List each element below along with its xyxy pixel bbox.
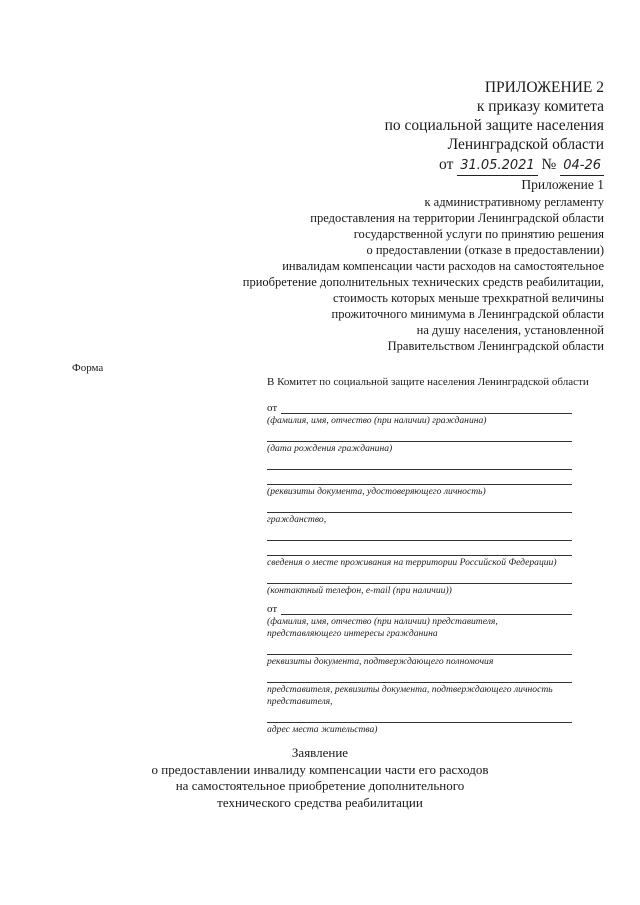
order-title: ПРИЛОЖЕНИЕ 2 <box>484 79 604 96</box>
representative-id-field[interactable] <box>267 668 572 683</box>
order-date: 31.05.2021 <box>457 156 537 176</box>
statement-line-2: на самостоятельное приобретение дополнительного <box>175 778 465 793</box>
applicant-from-row <box>267 402 572 414</box>
order-line-3: Ленинградской области <box>447 136 604 153</box>
address-hint: адрес места жительства) <box>267 724 378 735</box>
representative-id-hint: представителя, реквизиты документа, подтверждающего личность представителя, <box>267 684 553 707</box>
order-date-number <box>385 155 604 176</box>
appendix-line: Правительством Ленинградской области <box>387 339 604 353</box>
appendix-line: прожиточного минимума в Ленинградской области <box>331 307 604 321</box>
number-prefix: № <box>541 156 557 173</box>
contact-field[interactable] <box>267 569 572 584</box>
form-label: Форма <box>72 362 104 374</box>
appendix-line: стоимость которых меньше трехкратной величины <box>333 291 604 305</box>
citizenship-field[interactable] <box>267 498 572 513</box>
id-doc-field-2[interactable] <box>267 470 572 485</box>
appendix-line: Приложение 1 <box>521 177 604 192</box>
statement-title: Заявление <box>291 745 349 760</box>
appendix-line: предоставления на территории Ленинградской области <box>310 211 604 225</box>
order-header <box>385 78 604 176</box>
fio-hint: (фамилия, имя, отчество (при наличии) гражданина) <box>267 415 487 426</box>
appendix-line: государственной услуги по принятию решения <box>353 227 604 241</box>
from-label-2: от <box>267 603 278 615</box>
date-prefix: от <box>439 156 454 173</box>
appendix-line: приобретение дополнительных технических средств реабилитации, <box>242 275 604 289</box>
recipient-line: В Комитет по социальной защите населения Ленинградской области <box>267 376 589 388</box>
representative-from-row <box>267 603 572 615</box>
address-field[interactable] <box>267 708 572 723</box>
residence-field[interactable] <box>267 526 572 541</box>
statement-block <box>0 745 640 811</box>
representative-hint: (фамилия, имя, отчество (при наличии) представителя, представляющего интересы гражданина <box>267 616 498 639</box>
order-number: 04-26 <box>560 156 604 176</box>
contact-hint: (контактный телефон, e-mail (при наличии)) <box>267 585 452 596</box>
representative-authority-hint: реквизиты документа, подтверждающего полномочия <box>267 656 494 667</box>
appendix-line: инвалидам компенсации части расходов на самостоятельное <box>282 259 604 273</box>
statement-line-1: о предоставлении инвалиду компенсации части его расходов <box>151 761 489 777</box>
applicant-name-field[interactable] <box>281 402 572 414</box>
residence-field-2[interactable] <box>267 541 572 556</box>
applicant-form <box>267 376 589 736</box>
representative-name-field[interactable] <box>281 603 572 615</box>
from-label: от <box>267 402 278 414</box>
order-line-1: к приказу комитета <box>476 98 604 115</box>
appendix-line: к административному регламенту <box>424 195 604 209</box>
residence-hint: сведения о месте проживания на территории Российской Федерации) <box>267 557 557 568</box>
statement-line-3: технического средства реабилитации <box>217 794 423 810</box>
applicant-name-field-2[interactable] <box>267 427 572 442</box>
representative-authority-field[interactable] <box>267 640 572 655</box>
id-doc-field[interactable] <box>267 455 572 470</box>
id-doc-hint: (реквизиты документа, удостоверяющего личность) <box>267 486 486 497</box>
citizenship-hint: гражданство, <box>267 514 327 525</box>
appendix-block <box>243 177 604 354</box>
appendix-line: на душу населения, установленной <box>416 323 604 337</box>
order-line-2: по социальной защите населения <box>384 117 604 134</box>
birthdate-hint: (дата рождения гражданина) <box>267 443 393 454</box>
appendix-line: о предоставлении (отказе в предоставлении) <box>366 243 604 257</box>
